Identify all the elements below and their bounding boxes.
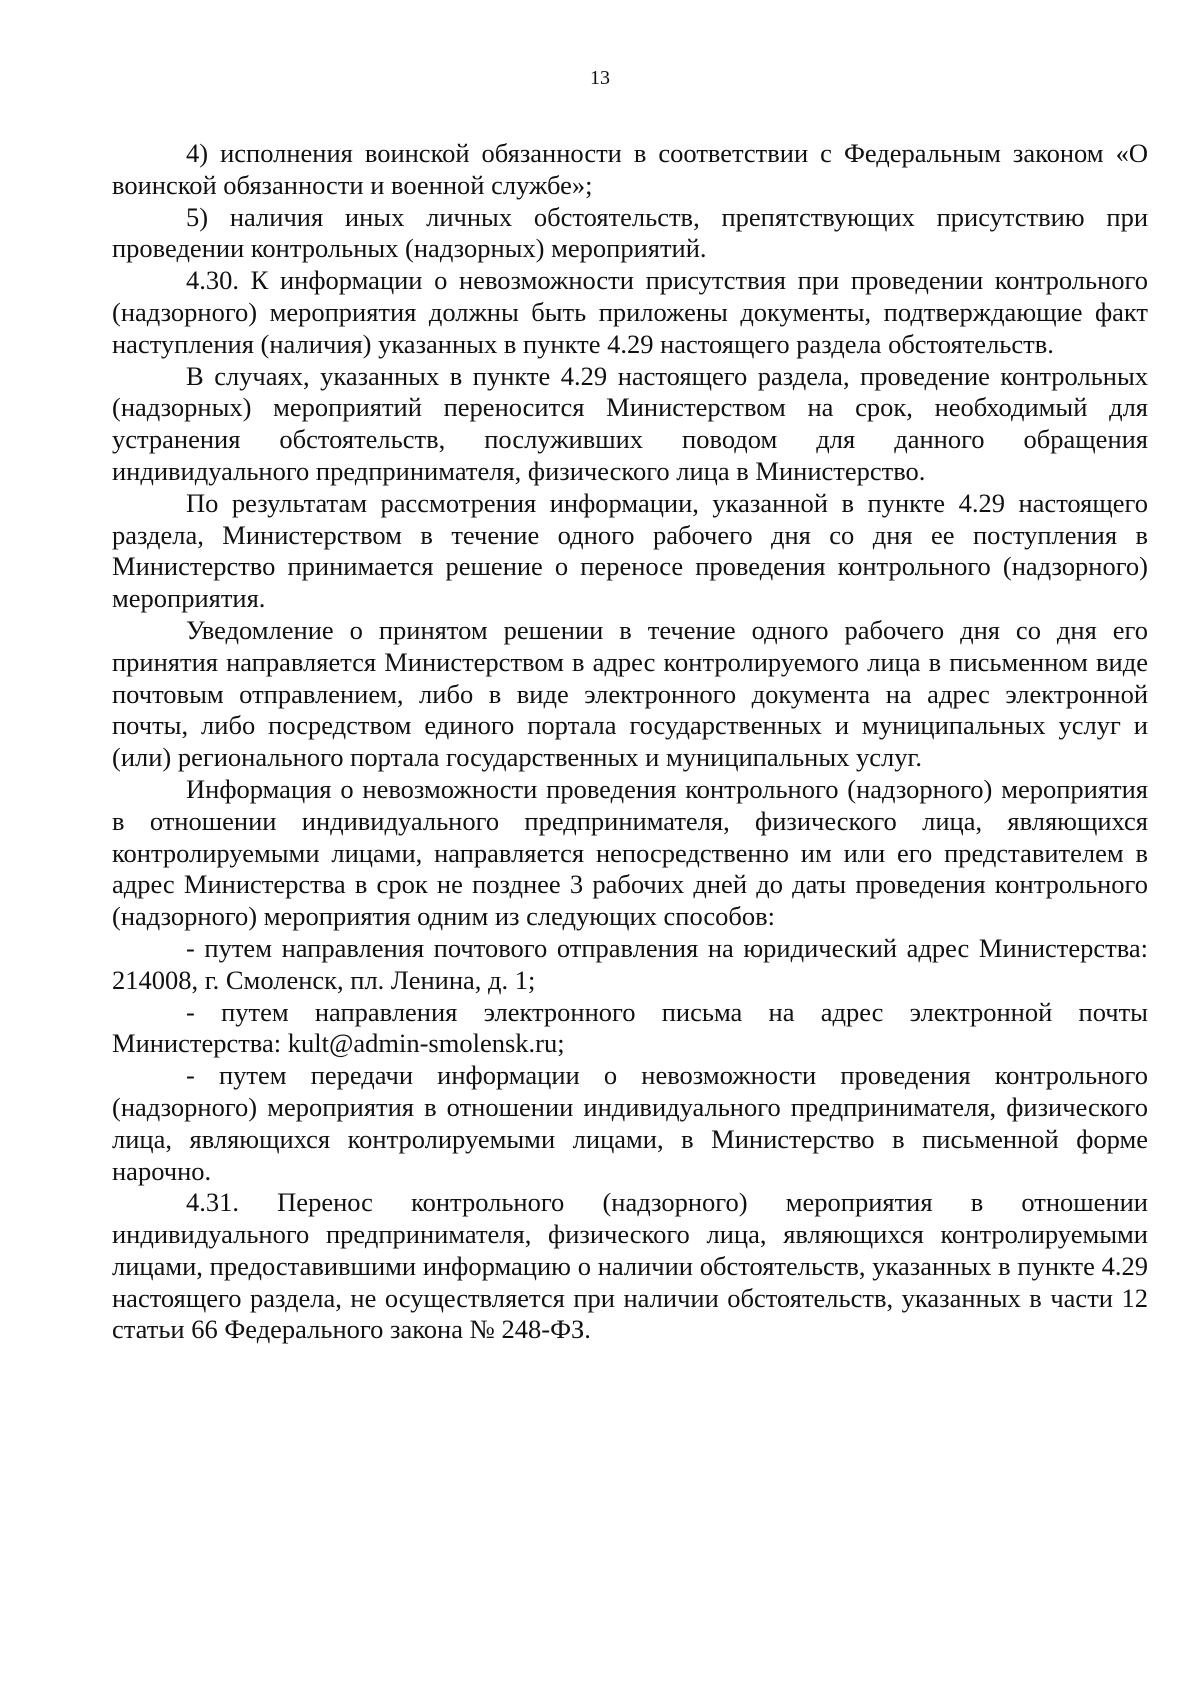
list-item-postal: - путем направления почтового отправления на юридический адрес Министерства: 214008, г. Смоленск, пл. Ленина, д. 1;: [112, 932, 1148, 995]
paragraph-postponement: В случаях, указанных в пункте 4.29 настоящего раздела, проведение контрольных (надзорных) мероприятий переносится Министерством на срок, необходимый для устранения обстоятельств, послуживших поводом для данного обращения индивидуального предпринимателя, физического лица в Министерство.: [112, 360, 1148, 486]
paragraph-4-31: 4.31. Перенос контрольного (надзорного) мероприятия в отношении индивидуального предпринимателя, физического лица, являющихся контролируемыми лицами, предоставившими информацию о наличии обстоятельств, указанных в пункте 4.29 настоящего раздела, не осуществляется при наличии обстоятельств, указанных в части 12 статьи 66 Федерального закона № 248-ФЗ.: [112, 1187, 1148, 1345]
paragraph-4-30: 4.30. К информации о невозможности присутствия при проведении контрольного (надзорного) мероприятия должны быть приложены документы, подтверждающие факт наступления (наличия) указанных в пункте 4.29 настоящего раздела обстоятельств.: [112, 265, 1148, 359]
paragraph-item-5: 5) наличия иных личных обстоятельств, препятствующих присутствию при проведении контрольных (надзорных) мероприятий.: [112, 201, 1148, 264]
paragraph-notification: Уведомление о принятом решении в течение одного рабочего дня со дня его принятия направляется Министерством в адрес контролируемого лица в письменном виде почтовым отправлением, либо в виде электронного документа на адрес электронной почты, либо посредством единого портала государственных и муниципальных услуг и (или) регионального портала государственных и муниципальных услуг.: [112, 614, 1148, 773]
document-body: [112, 138, 1148, 1346]
list-item-email: - путем направления электронного письма на адрес электронной почты Министерства: kult@admin-smolensk.ru;: [112, 996, 1148, 1059]
list-item-in-person: - путем передачи информации о невозможности проведения контрольного (надзорного) мероприятия в отношении индивидуального предпринимателя, физического лица, являющихся контролируемыми лицами, в Министерство в письменной форме нарочно.: [112, 1060, 1148, 1186]
paragraph-decision: По результатам рассмотрения информации, указанной в пункте 4.29 настоящего раздела, Министерством в течение одного рабочего дня со дня ее поступления в Министерство принимается решение о переносе проведения контрольного (надзорного) мероприятия.: [112, 487, 1148, 614]
paragraph-item-4: 4) исполнения воинской обязанности в соответствии с Федеральным законом «О воинской обязанности и военной службе»;: [112, 138, 1148, 200]
page-number: 13: [590, 67, 610, 89]
paragraph-information-methods: Информация о невозможности проведения контрольного (надзорного) мероприятия в отношении индивидуального предпринимателя, физического лица, являющихся контролируемыми лицами, направляется непосредственно им или его представителем в адрес Министерства в срок не позднее 3 рабочих дней до даты проведения контрольного (надзорного) мероприятия одним из следующих способов:: [112, 773, 1148, 932]
